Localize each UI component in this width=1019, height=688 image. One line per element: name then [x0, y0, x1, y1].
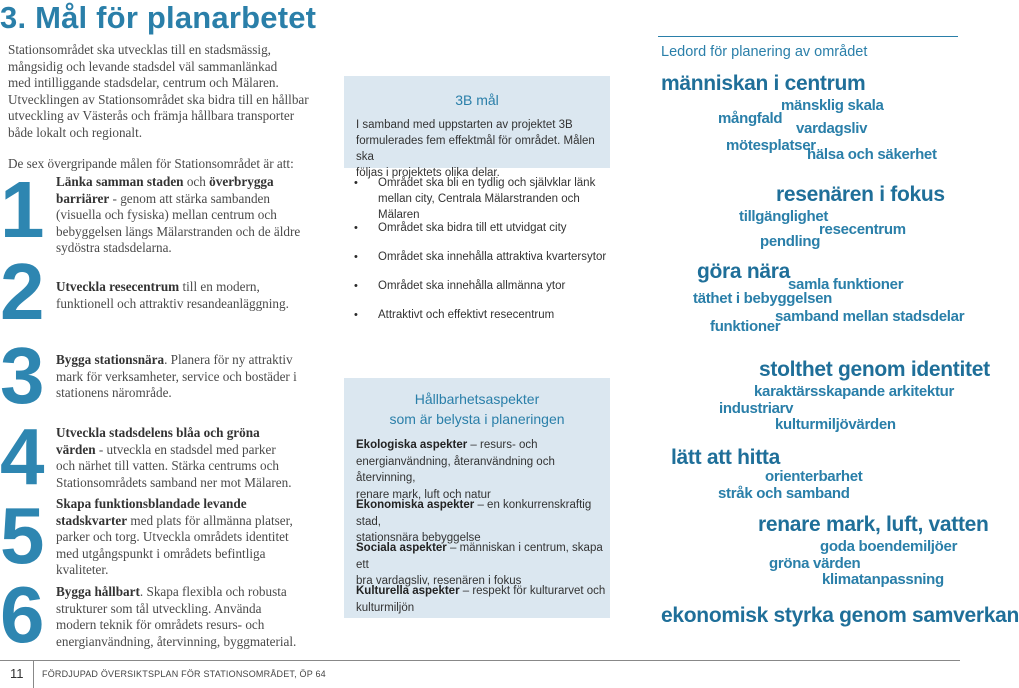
page-title: 3. Mål för planarbetet	[0, 0, 317, 35]
goal-text-run: till en modern,	[179, 279, 260, 294]
goal-number-6: 6	[0, 570, 43, 659]
aspect-text: – respekt för kulturarvet och	[459, 585, 606, 597]
goal-line	[56, 562, 306, 579]
goal-number-3: 3	[0, 331, 43, 420]
goal-6-text	[56, 584, 306, 650]
goal-text-run: parker och torg. Utveckla områdets identitet	[56, 529, 289, 544]
box-hallbarhet-title-line: som är belysta i planeringen	[389, 411, 565, 427]
keyword: hälsa och säkerhet	[807, 146, 937, 163]
aspect-text: kulturmiljön	[356, 601, 415, 614]
box-3b-line: formulerades fem effektmål för området. Målen ska	[356, 135, 595, 163]
divider	[658, 36, 958, 37]
keyword: ekonomisk styrka genom samverkan	[661, 604, 1019, 627]
keyword: stråk och samband	[718, 485, 850, 502]
goal-text-run: strukturer som tål utveckling. Använda	[56, 600, 262, 616]
intro-line: mångsidig och levande stadsdel väl sammanlänkad	[8, 58, 278, 74]
aspect-line	[356, 540, 606, 573]
intro-paragraph	[8, 42, 318, 141]
aspect-heading: Kulturella aspekter	[356, 585, 460, 597]
aspect-heading: Ekologiska aspekter	[356, 439, 468, 451]
keyword: mångfald	[718, 110, 783, 127]
goal-emphasis: Bygga stationsnära	[56, 352, 165, 367]
goal-line	[56, 191, 306, 208]
goal-line	[56, 385, 306, 402]
keywords-header: Ledord för planering av området	[661, 44, 868, 60]
keyword: goda boendemiljöer	[820, 538, 958, 555]
goal-text-run: bebyggelsen längs Mälarstranden och de äldre	[56, 223, 301, 239]
goal-1-text	[56, 174, 306, 257]
keyword: orienterbarhet	[765, 468, 863, 485]
footer-divider	[0, 660, 960, 661]
goal-text-run: modern teknik för områdets resurs- och	[56, 617, 265, 632]
goal-number-2: 2	[0, 247, 43, 336]
goal-2-text	[56, 279, 306, 312]
keyword: renare mark, luft, vatten	[758, 513, 989, 536]
goal-emphasis: överbrygga	[209, 174, 274, 189]
intro-line: utveckling av Västerås och främja hållbara transporter	[8, 108, 295, 123]
goal-line	[56, 240, 306, 257]
goal-emphasis: Utveckla resecentrum	[56, 279, 180, 294]
goal-line	[56, 617, 306, 634]
goal-text-run: mark för verksamheter, service och bostäder i	[56, 368, 297, 384]
keyword: göra nära	[697, 260, 790, 283]
box-3b	[344, 76, 610, 179]
goal-4-text	[56, 425, 306, 491]
goal-number-1: 1	[0, 165, 43, 254]
goal-text-run: funktionell och attraktiv resandeanläggning.	[56, 295, 289, 311]
aspect-text: – resurs- och	[467, 439, 538, 451]
box-3b-text	[356, 117, 606, 181]
goal-emphasis: Skapa funktionsblandade levande	[56, 496, 247, 511]
keyword: resenären i fokus	[776, 183, 945, 206]
bullet-dot: •	[354, 309, 358, 321]
bullet-dot: •	[354, 251, 358, 263]
goal-line	[56, 279, 306, 296]
box-3b-title: 3B mål	[455, 92, 499, 108]
goal-text-run: (visuella och fysiska) mellan centrum och	[56, 207, 277, 222]
bullet-item-2: Området ska bidra till ett utvidgat city	[378, 222, 567, 234]
goal-5-text	[56, 496, 306, 579]
keyword: mötesplatser	[726, 137, 816, 154]
aspect-line	[356, 497, 606, 530]
goal-text-run: och	[183, 174, 210, 189]
goal-emphasis: Utveckla stadsdelens blåa och gröna	[56, 425, 260, 440]
goal-line	[56, 369, 306, 386]
goal-number-4: 4	[0, 412, 43, 501]
goal-line	[56, 458, 306, 475]
box-3b-line: I samband med uppstarten av projektet 3B	[356, 119, 573, 131]
goal-line	[56, 634, 306, 651]
goal-text-run: och närhet till vatten. Stärka centrums och	[56, 458, 280, 473]
goal-text-run: . Planera för ny attraktiv	[164, 352, 293, 367]
goal-line	[56, 174, 306, 191]
keyword: täthet i bebyggelsen	[693, 290, 833, 307]
goal-line	[56, 425, 306, 442]
goal-line	[56, 546, 306, 563]
keyword: funktioner	[710, 318, 781, 335]
goals-intro: De sex övergripande målen för Stationsområdet är att:	[8, 156, 294, 171]
aspect-kulturella	[356, 583, 606, 616]
goal-line	[56, 224, 306, 241]
goal-emphasis: värden	[56, 441, 96, 457]
goal-text-run: . Skapa flexibla och robusta	[139, 584, 287, 599]
aspect-text: stationsnära bebyggelse	[356, 532, 481, 544]
goal-text-run: med utgångspunkt i områdets befintliga	[56, 545, 266, 561]
keyword: samla funktioner	[788, 276, 904, 293]
footer-separator	[33, 661, 34, 688]
bullet-item-4: Området ska innehålla allmänna ytor	[378, 280, 566, 292]
keyword: kulturmiljövärden	[775, 416, 896, 433]
goal-emphasis: Bygga hållbart	[56, 584, 140, 599]
goal-line	[56, 496, 306, 513]
intro-line: med intilliggande stadsdelar, centrum och Mälaren.	[8, 75, 279, 90]
keyword: klimatanpassning	[822, 571, 944, 588]
aspect-text: renare mark, luft och natur	[356, 488, 491, 501]
aspect-ekologiska	[356, 437, 606, 503]
bullet-line: mellan city, Centrala Mälarstranden och Mälaren	[378, 193, 580, 221]
goal-emphasis: stadskvarter	[56, 512, 128, 528]
goal-line	[56, 601, 306, 618]
goal-text-run: med plats för allmänna platser,	[127, 512, 293, 528]
keyword: vardagsliv	[796, 120, 868, 137]
keyword: mänsklig skala	[781, 97, 884, 114]
goal-line	[56, 475, 306, 492]
aspect-line	[356, 437, 606, 454]
keyword: pendling	[760, 233, 821, 250]
keyword: industriarv	[719, 400, 794, 417]
goal-line	[56, 442, 306, 459]
intro-line: både lokalt och regionalt.	[8, 124, 143, 140]
aspect-line	[356, 583, 606, 600]
keyword: människan i centrum	[661, 72, 866, 95]
intro-line: Stationsområdet ska utvecklas till en stadsmässig,	[8, 42, 271, 57]
bullet-item-3: Området ska innehålla attraktiva kvartersytor	[378, 251, 607, 263]
aspect-line	[356, 600, 606, 617]
aspect-text: energianvändning, återanvändning och återvinning,	[356, 455, 555, 484]
keyword: karaktärsskapande arkitektur	[754, 383, 955, 400]
page-number: 11	[10, 666, 24, 681]
keyword: tillgänglighet	[739, 208, 829, 225]
keyword: lätt att hitta	[671, 446, 780, 469]
box-3b-line: följas i projektets olika delar.	[356, 167, 500, 179]
bullet-dot: •	[354, 177, 358, 189]
keyword: resecentrum	[819, 221, 906, 238]
keyword: samband mellan stadsdelar	[775, 308, 965, 325]
goal-emphasis: Länka samman staden	[56, 174, 184, 189]
bullet-dot: •	[354, 222, 358, 234]
box-hallbarhet-title	[344, 389, 610, 429]
goal-number-5: 5	[0, 491, 43, 580]
goal-text-run: energianvändning, återvinning, byggmaterial.	[56, 633, 297, 649]
goal-3-text	[56, 352, 306, 402]
goal-line	[56, 513, 306, 530]
bullet-item-1	[378, 175, 613, 223]
goal-text-run: stationens närområde.	[56, 385, 172, 400]
keyword: gröna värden	[769, 555, 861, 572]
goal-text-run: - utveckla en stadsdel med parker	[95, 441, 276, 457]
aspect-heading: Ekonomiska aspekter	[356, 499, 475, 511]
bullet-line: Området ska bli en tydlig och självklar länk	[378, 177, 596, 189]
goal-line	[56, 529, 306, 546]
footer-text: FÖRDJUPAD ÖVERSIKTSPLAN FÖR STATIONSOMRÅDET, ÖP 64	[42, 669, 326, 679]
goal-text-run: - genom att stärka sambanden	[109, 190, 270, 206]
goal-line	[56, 352, 306, 369]
box-hallbarhet-title-line: Hållbarhetsaspekter	[414, 391, 540, 407]
bullet-dot: •	[354, 280, 358, 292]
goal-line	[56, 207, 306, 224]
keyword: stolthet genom identitet	[759, 358, 990, 381]
goal-text-run: Stationsområdets samband ner mot Mälaren.	[56, 474, 292, 490]
aspect-text: – människan i centrum, skapa ett	[356, 542, 603, 571]
goal-line	[56, 296, 306, 313]
goal-text-run: sydöstra stadsdelarna.	[56, 240, 172, 255]
goal-line	[56, 584, 306, 601]
intro-line: Utvecklingen av Stationsområdet ska bidra till en hållbar	[8, 91, 309, 107]
aspect-line	[356, 454, 606, 487]
aspect-heading: Sociala aspekter	[356, 542, 447, 554]
bullet-item-5: Attraktivt och effektivt resecentrum	[378, 309, 555, 321]
goal-text-run: kvaliteter.	[56, 562, 109, 577]
aspect-text: – en konkurrenskraftig stad,	[356, 499, 592, 528]
goal-emphasis: barriärer	[56, 190, 110, 206]
aspect-text: bra vardagsliv, resenären i fokus	[356, 575, 522, 587]
